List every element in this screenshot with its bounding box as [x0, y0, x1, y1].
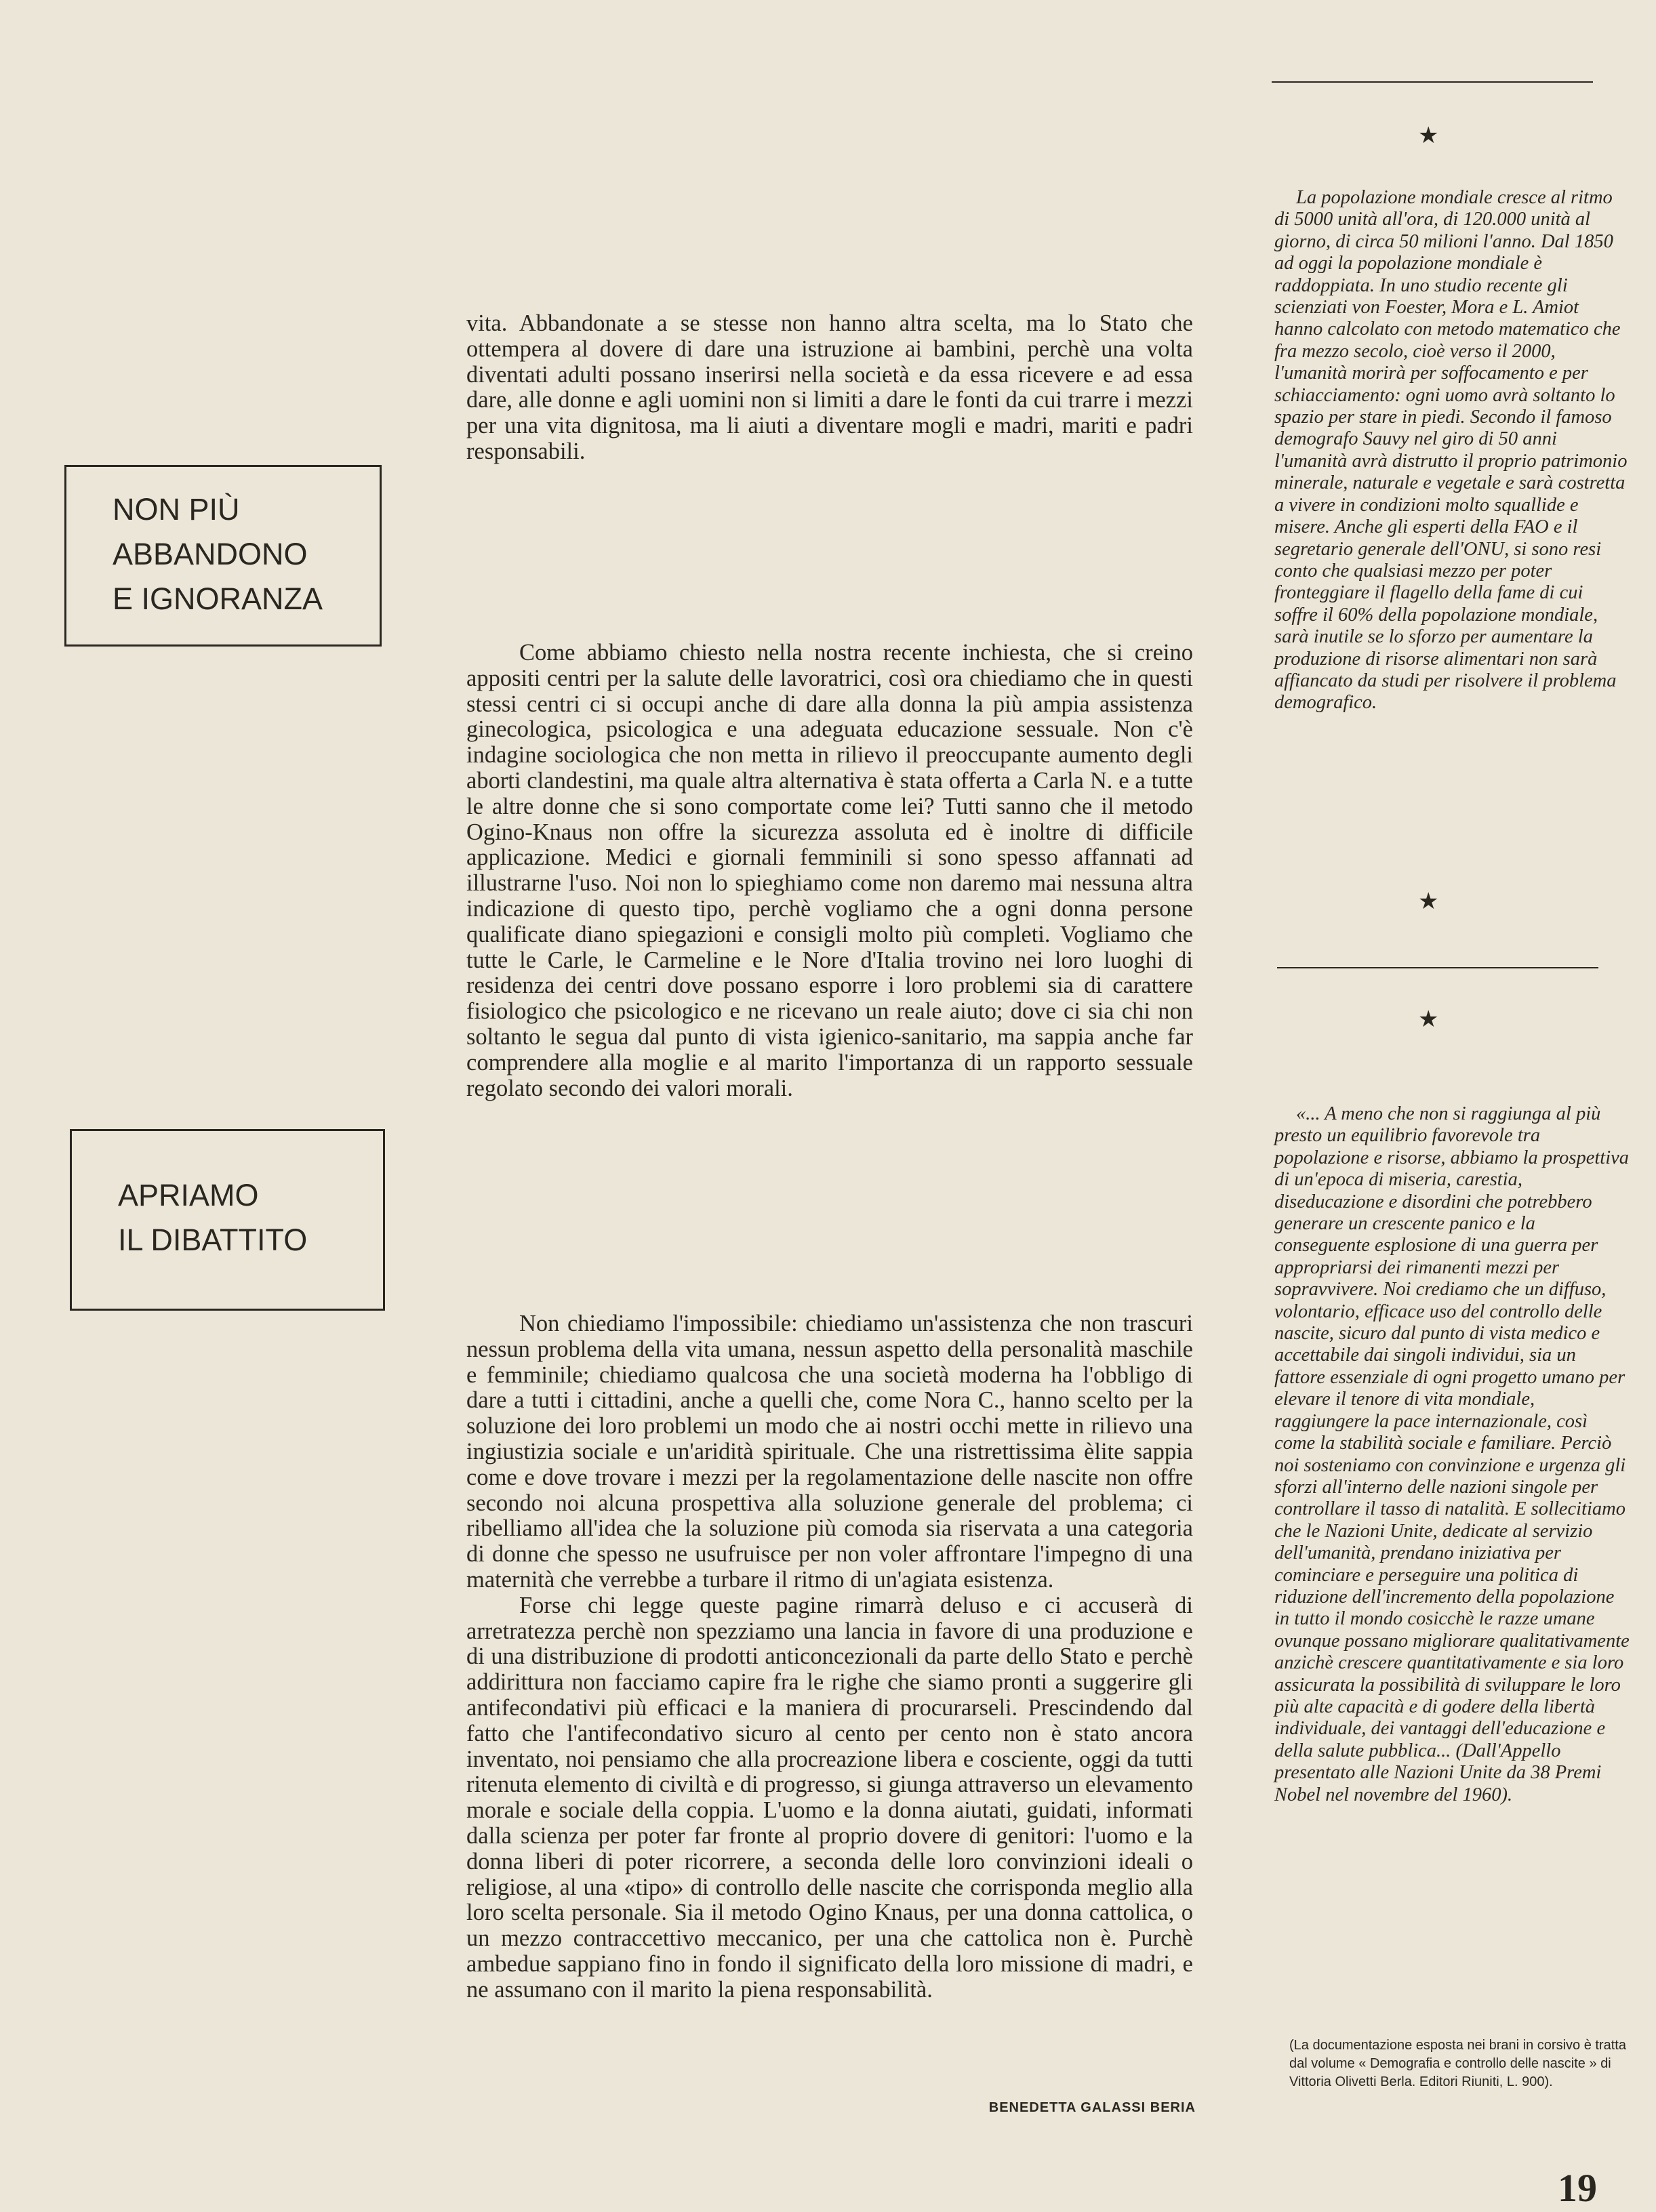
section-heading-line: APRIAMO [118, 1178, 259, 1212]
sidebar-paragraph: «... A meno che non si raggiunga al più presto un equilibrio favorevole tra popolazione e risorse, abbiamo la prospettiva di un'epoca di miseria, carestia, diseducazione e disordini che potrebbero generare un crescente panico e la conseguente esplosione di una guerra per appropriarsi dei rimanenti mezzi per sopravvivere. Noi crediamo che un diffuso, volontario, efficace uso del controllo delle nascite, sicuro dal punto di vista medico e accettabile dai singoli individui, sia un fattore essenziale di ogni progetto umano per elevare il tenore di vita mondiale, raggiungere la pace internazionale, così come la stabilità sociale e familiare. Perciò noi sosteniamo con convinzione e urgenza gli sforzi all'interno delle nazioni singole per controllare il tasso di natalità. E sollecitiamo che le Nazioni Unite, dedicate al servizio dell'umanità, prendano iniziativa per cominciare e perseguire una politica di riduzione dell'incremento della popolazione in tutto il mondo cosicchè le razze umane ovunque possano migliorare qualitativamente anzichè crescere quantitativamente e sia loro assicurata la possibilità di sviluppare le loro più alte capacità e di godere della libertà individuale, dei vantaggi dell'educazione e della salute pubblica... (Dall'Appello presentato alle Nazioni Unite da 38 Premi Nobel nel novembre del 1960). [1274, 1103, 1630, 1805]
sidebar-statistics-box [1274, 187, 1630, 714]
article-paragraph: vita. Abbandonate a se stesse non hanno altra scelta, ma lo Stato che ottempera al dovere di dare una istruzione ai bambini, perchè una volta diventati adulti possano inserirsi nella società e da essa ricevere e ad essa dare, alle donne e agli uomini non si limiti a dare le fonti da cui trarre i mezzi per una vita dignitosa, ma li aiuti a diventare mogli e madri, mariti e padri responsabili. [466, 310, 1193, 464]
section-heading-line: NON PIÙ [113, 492, 240, 527]
sidebar-rule-top [1272, 81, 1593, 83]
source-note: (La documentazione esposta nei brani in corsivo è tratta dal volume « Demografia e controllo delle nascite » di Vittoria Olivetti Berla. Editori Riuniti, L. 900). [1289, 2038, 1626, 2089]
section-heading-box-abbandono [64, 465, 382, 647]
section-heading-line: E IGNORANZA [113, 581, 323, 616]
section-heading-line: IL DIBATTITO [118, 1223, 308, 1257]
section-heading-line: ABBANDONO [113, 537, 308, 571]
star-icon: ★ [1418, 1007, 1439, 1032]
article-paragraph: Come abbiamo chiesto nella nostra recente inchiesta, che si creino appositi centri per la salute delle lavoratrici, così ora chiediamo che in questi stessi centri ci si occupi anche di dare alla donna la più ampia assistenza ginecologica, psicologica e una adeguata educazione sessuale. Non c'è indagine sociologica che non metta in rilievo il preoccupante aumento degli aborti clandestini, ma quale altra alternativa è stata offerta a Carla N. e a tutte le altre donne che si sono comportate come lei? Tutti sanno che il metodo Ogino-Knaus non offre la sicurezza assoluta ed è inoltre di difficile applicazione. Medici e giornali femminili si sono spesso affannati ad illustrarne l'uso. Noi non lo spieghiamo come non daremo mai nessuna altra indicazione di questo tipo, perchè vogliamo che a ogni donna persone qualificate diano spiegazioni e consigli molto più completi. Vogliamo che tutte le Carle, le Carmeline e le Nore d'Italia trovino nei loro luoghi di residenza dei centri dove possano esporre i loro problemi sia di carattere fisiologico che psicologico e ne ricevano un reale aiuto; dove ci sia chi non soltanto le segua dal punto di vista igienico-sanitario, ma sappia anche far comprendere alla moglie e al marito l'importanza di un rapporto sessuale regolato secondo dei valori morali. [466, 640, 1193, 1101]
star-icon: ★ [1418, 123, 1439, 148]
sidebar-rule-middle [1277, 967, 1598, 968]
article-paragraph: Forse chi legge queste pagine rimarrà deluso e ci accuserà di arretratezza perchè non spezziamo una lancia in favore di una produzione e di una distribuzione di prodotti anticoncezionali da parte dello Stato e perchè addirittura non facciamo capire fra le righe che siamo pronti a suggerire gli antifecondativi più efficaci e la maniera di procurarseli. Prescindendo dal fatto che l'antifecondativo sicuro al cento per cento non è stato ancora inventato, noi pensiamo che alla procreazione libera e cosciente, oggi da tutti ritenuta elemento di civiltà e di progresso, si giunga attraverso un elevamento morale e sociale della coppia. L'uomo e la donna aiutati, guidati, informati dalla scienza per poter far fronte al proprio dovere di genitori: l'uomo e la donna liberi di poter ricorrere, a seconda delle loro convinzioni ideali o religiose, al una «tipo» di controllo delle nascite che corrisponda meglio alla loro scelta personale. Sia il metodo Ogino Knaus, per una donna cattolica, o un mezzo contraccettivo meccanico, per una che cattolica non è. Purchè ambedue sappiano fino in fondo il significato della loro missione di madri, e ne assumano con il marito la piena responsabilità. [466, 1592, 1193, 2003]
sidebar-paragraph: La popolazione mondiale cresce al ritmo di 5000 unità all'ora, di 120.000 unità al giorno, di circa 50 milioni l'anno. Dal 1850 ad oggi la popolazione mondiale è raddoppiata. In uno studio recente gli scienziati von Foester, Mora e L. Amiot hanno calcolato con metodo matematico che fra mezzo secolo, cioè verso il 2000, l'umanità morirà per soffocamento e per schiacciamento: ogni uomo avrà soltanto lo spazio per stare in piedi. Secondo il famoso demografo Sauvy nel giro di 50 anni l'umanità avrà distrutto il proprio patrimonio minerale, naturale e vegetale e sarà costretta a vivere in condizioni molto squallide e misere. Anche gli esperti della FAO e il segretario generale dell'ONU, si sono resi conto che qualsiasi mezzo per poter fronteggiare il flagello della fame di cui soffre il 60% della popolazione mondiale, sarà inutile se lo sforzo per aumentare la produzione di risorse alimentari non sarà affiancato da studi per risolvere il problema demografico. [1274, 187, 1628, 714]
star-icon: ★ [1418, 889, 1439, 914]
sidebar-appeal-box [1274, 1103, 1630, 1806]
section-heading-box-dibattito [70, 1129, 385, 1311]
article-text-block-1 [466, 311, 1193, 465]
page-number: 19 [1558, 2166, 1597, 2210]
article-paragraph: Non chiediamo l'impossibile: chiediamo un'assistenza che non trascuri nessun problema della vita umana, nessun aspetto della personalità maschile e femminile; chiediamo qualcosa che una società moderna ha l'obbligo di dare a tutti i cittadini, anche a quelli che, come Nora C., hanno scelto per la soluzione dei loro problemi un modo che ai nostri occhi mette in rilievo una ingiustizia sociale e un'aridità spirituale. Che una ristrettissima èlite sappia come e dove trovare i mezzi per la regolamentazione delle nascite non offre secondo noi alcuna prospettiva alla soluzione generale del problema; ci ribelliamo all'idea che la soluzione più comoda sia riservata a una categoria di donne che spesso ne usufruisce per non voler affrontare l'impegno di una maternità che verrebbe a turbare il ritmo di un'agiata esistenza. [466, 1311, 1193, 1593]
article-text-block-3 [466, 1311, 1193, 2003]
author-signature: BENEDETTA GALASSI BERIA [988, 2100, 1196, 2115]
article-text-block-2 [466, 640, 1193, 1101]
